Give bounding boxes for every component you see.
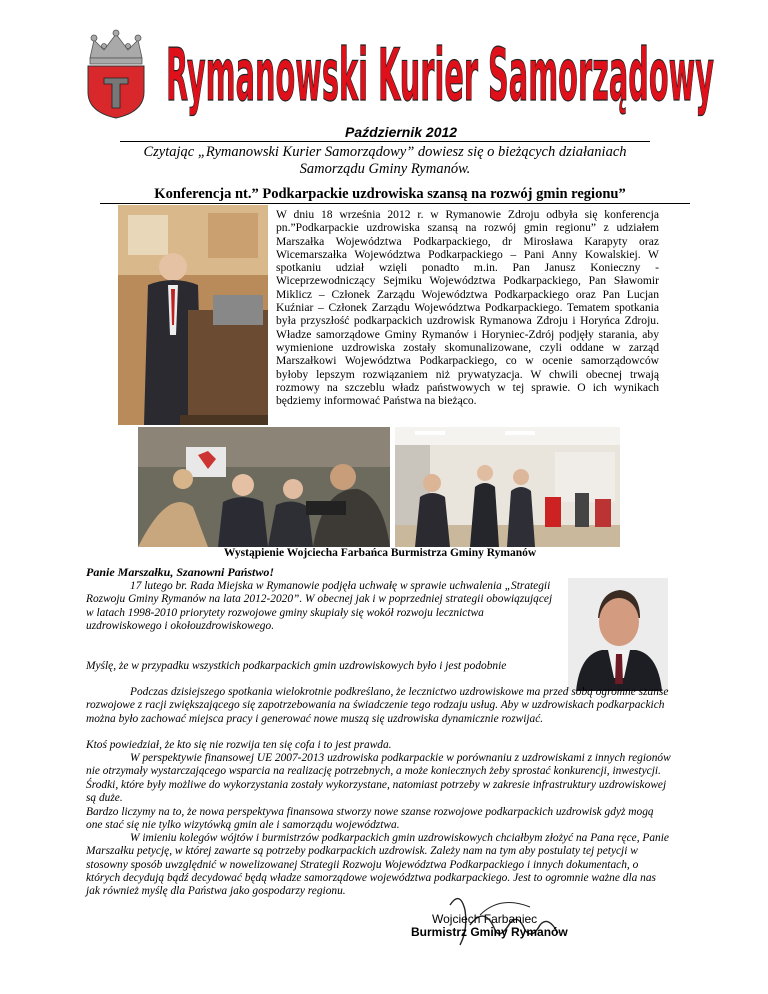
mayor-portrait bbox=[568, 578, 668, 691]
speech-greeting: Panie Marszałku, Szanowni Państwo! bbox=[86, 565, 275, 579]
tagline: Czytając „Rymanowski Kurier Samorządowy” dowiesz się o bieżących działaniach Samorządu Gminy Rymanów. bbox=[143, 144, 627, 177]
speech-paragraph: W perspektywie finansowej UE 2007-2013 uzdrowiska podkarpackie w porównaniu z uzdrowiskami z innych regionów nie otrzymały wystarczającego wsparcia na realizację potrzebnych, a może koniecznych żeby sprostać konkurencji, inwestycji. Środki, które były możliwe do wykorzystania zostały wykorzystane, natomiast potrzeby w zakresie infrastruktury uzdrowiskowej są duże. bbox=[86, 752, 671, 804]
press-interview-photo bbox=[138, 427, 390, 547]
header-rule bbox=[120, 141, 650, 142]
speech-paragraph: Bardzo liczymy na to, że nowa perspektywa finansowa stworzy nowe szanse rozwojowe podkarpackich uzdrowisk gdyż mogą one stać się nie tylko wizytówką gmin ale i samorządu województwa. bbox=[86, 806, 654, 832]
article-title: Konferencja nt.” Podkarpackie uzdrowiska szansą na rozwój gmin regionu” bbox=[154, 186, 626, 202]
speech-title: Wystąpienie Wojciecha Farbańca Burmistrza Gminy Rymanów bbox=[223, 547, 537, 559]
speech-paragraph: W imieniu kolegów wójtów i burmistrzów podkarpackich gmin uzdrowiskowych chciałbym złożyć na Pana ręce, Panie Marszałku petycję, w której zawarte są potrzeby podkarpackich uzdrowisk. Zależy nam na tym aby postulaty tej petycji w stosowny sposób uwzględnić w nowelizowanej Strategii Rozwoju Województwa Podkarpackiego i innych dokumentach, o których decydują bądź decydować będą władze samorządowe województwa podkarpackiego. Jest to ogromnie ważne dla nas jak również myślę dla Państwa jako gospodarzy regionu. bbox=[86, 832, 669, 898]
title-rule bbox=[100, 203, 690, 204]
crest-logo bbox=[80, 28, 152, 120]
speech-paragraph: Ktoś powiedział, że kto się nie rozwija ten się cofa i to jest prawda. bbox=[86, 739, 392, 751]
signature-role: Burmistrz Gminy Rymanów bbox=[411, 925, 568, 939]
issue-date: Październik 2012 bbox=[345, 124, 458, 140]
masthead-title bbox=[160, 20, 720, 130]
spa-facility-visit-photo bbox=[395, 427, 620, 547]
speech-paragraph: Podczas dzisiejszego spotkania wielokrotnie podkreślano, że lecznictwo uzdrowiskowe ma przed sobą ogromne szanse rozwojowe z racji zwiększającego się zapotrzebowania na świadczenie tego rodzaju usług. Aby w uzdrowiskach podkarpackich można było zachować miejsca pracy i generować nowe muszą się uzdrowiska dynamicznie rozwijać. bbox=[86, 686, 669, 725]
article-body: W dniu 18 września 2012 r. w Rymanowie Zdroju odbyła się konferencja pn.”Podkarpackie uzdrowiska szansą na rozwój gmin regionu” z udziałem Marszałka Województwa Podkarpackiego, dr Mirosława Karapyty oraz Wicemarszałka Województwa Podkarpackiego – Pani Anny Kowalskiej. W spotkaniu udział wzięli ponadto m.in. Pan Janusz Konieczny - Wiceprzewodniczący Sejmiku Województwa Podkarpackiego, Pan Sławomir Miklicz – Członek Zarządu Województwa Podkarpackiego oraz Pan Lucjan Kuźniar – Członek Zarządu Województwa Podkarpackiego. Tematem spotkania była przyszłość podkarpackich uzdrowisk Rymanowa Zdroju i Horyńca Zdroju. Władze samorządowe Gminy Rymanów i Horyniec-Zdrój podjęły starania, aby wymienione uzdrowiska zostały skomunalizowane, czyli oddane w zarząd Marszałkowi Województwa Podkarpackiego, co w ocenie samorządowców byłoby lepszym rozwiązaniem niż prywatyzacja. W chwili obecnej trwają rozmowy na szczeblu władz państwowych w tej sprawie. O ich wynikach będziemy informować Państwa na bieżąco. bbox=[276, 208, 659, 408]
conference-speaker-photo bbox=[118, 205, 268, 425]
svg-text:Rymanowski Kurier Samorządowy: Rymanowski Kurier Samorządowy bbox=[166, 33, 714, 117]
speech-paragraph: Myślę, że w przypadku wszystkich podkarpackich gmin uzdrowiskowych było i jest podobnie bbox=[86, 660, 507, 672]
signature-name: Wojciech Farbaniec bbox=[432, 912, 538, 926]
speech-paragraph: 17 lutego br. Rada Miejska w Rymanowie podjęła uchwałę w sprawie uchwalenia „Strategii Rozwoju Gminy Rymanów na lata 2012-2020”. W obecnej jak i w poprzedniej strategii obowiązującej w latach 1998-2010 priorytety rozwojowe gminy skupiały się wokół rozwoju lecznictwa uzdrowiskowego i okołouzdrowiskowego. bbox=[86, 580, 553, 632]
